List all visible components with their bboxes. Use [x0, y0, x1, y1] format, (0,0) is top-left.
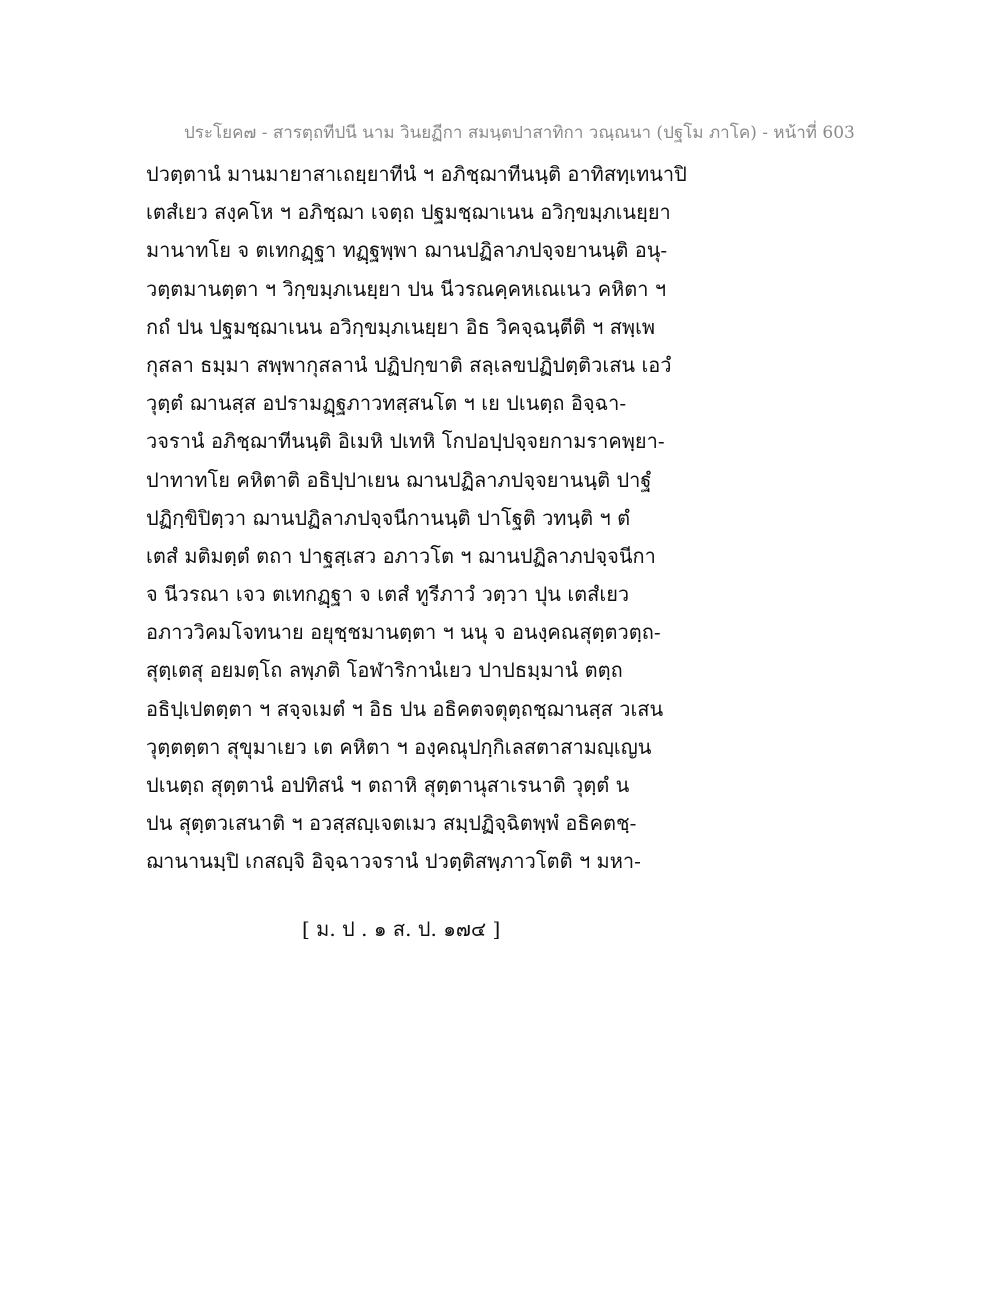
- text-line: อภาววิคมโจทนาย อยุชฺชมานตฺตา ฯ นนุ จ อนงฺคณสุตฺตวตฺถ-: [146, 620, 661, 645]
- text-line: วุตฺตตฺตา สุขุมาเยว เต คหิตา ฯ องฺคณุปกฺกิเลสตาสามญฺเญน: [146, 734, 652, 759]
- text-line: ฌานานมฺปิ เกสญฺจิ อิจฺฉาวจรานํ ปวตฺติสพฺภาวโตติ ฯ มหา-: [146, 849, 641, 874]
- text-line: วุตฺตํ ฌานสฺส อปรามฏฺฐภาวทสฺสนโต ฯ เย ปเนตฺถ อิจฺฉา-: [146, 391, 627, 416]
- text-line: เตสํเยว สงฺคโห ฯ อภิชฺฌา เจตฺถ ปฐมชฺฌาเนน อวิกฺขมฺภเนยฺยา: [146, 200, 671, 225]
- page-reference: [ ม. ป . ๑ ส. ป. ๑๗๔ ]: [302, 917, 501, 941]
- text-line: ปฏิกฺขิปิตฺวา ฌานปฏิลาภปจฺจนีกานนฺติ ปาโฐติ วทนฺติ ฯ ตํ: [146, 505, 631, 530]
- text-line: อธิปฺเปตตฺตา ฯ สจฺจเมตํ ฯ อิธ ปน อธิคตจตุตฺถชฺฌานสฺส วเสน: [146, 696, 664, 721]
- text-line: ปน สุตฺตวเสนาติ ฯ อวสฺสญฺเจตเมว สมฺปฏิจฺฉิตพฺพํ อธิคตชฺ-: [146, 811, 637, 836]
- text-line: ปเนตฺถ สุตฺตานํ อปทิสนํ ฯ ตถาหิ สุตฺตานุสาเรนาติ วุตฺตํ น: [146, 773, 630, 797]
- text-line: ปาทาทโย คหิตาติ อธิปฺปาเยน ฌานปฏิลาภปจฺจยานนฺติ ปาฐํ: [146, 467, 652, 492]
- text-line: กุสลา ธมฺมา สพฺพากุสลานํ ปฏิปกฺขาติ สลฺเลขปฏิปตฺติวเสน เอวํ: [146, 352, 672, 377]
- text-line: วตฺตมานตฺตา ฯ วิกฺขมฺภเนยฺยา ปน นีวรณคฺคหเณเนว คหิตา ฯ: [146, 276, 667, 301]
- text-line: ปวตฺตานํ มานมายาสาเถยฺยาทีนํ ฯ อภิชฺฌาทีนนฺติ อาทิสทฺเทนาปิ: [146, 162, 687, 186]
- text-line: กถํ ปน ปฐมชฺฌาเนน อวิกฺขมฺภเนยฺยา อิธ วิคจฺฉนฺตีติ ฯ สพฺเพ: [146, 314, 656, 339]
- text-line: จ นีวรณา เจว ตเทกฏฺฐา จ เตสํ ทูรีภาวํ วตฺวา ปุน เตสํเยว: [146, 582, 630, 607]
- text-line: วจรานํ อภิชฺฌาทีนนฺติ อิเมหิ ปเทหิ โกปอปฺปจฺจยกามราคพฺยา-: [146, 429, 665, 454]
- body-text: [146, 155, 706, 881]
- text-line: เตสํ มติมตฺตํ ตถา ปาฐสฺเสว อภาวโต ฯ ฌานปฏิลาภปจฺจนีกา: [146, 543, 656, 568]
- text-line: สุตฺเตสุ อยมตฺโถ ลพฺภติ โอฬาริกานํเยว ปาปธมฺมานํ ตตฺถ: [146, 658, 623, 683]
- text-line: มานาทโย จ ตเทกฏฺฐา ทฏฺฐพฺพา ฌานปฏิลาภปจฺจยานนฺติ อนุ-: [146, 238, 668, 263]
- running-header: ประโยค๗ - สารตฺถทีปนี นาม วินยฏีกา สมนฺตปาสาทิกา วณฺณนา (ปฐโม ภาโค) - หน้าที่ 603: [184, 123, 855, 143]
